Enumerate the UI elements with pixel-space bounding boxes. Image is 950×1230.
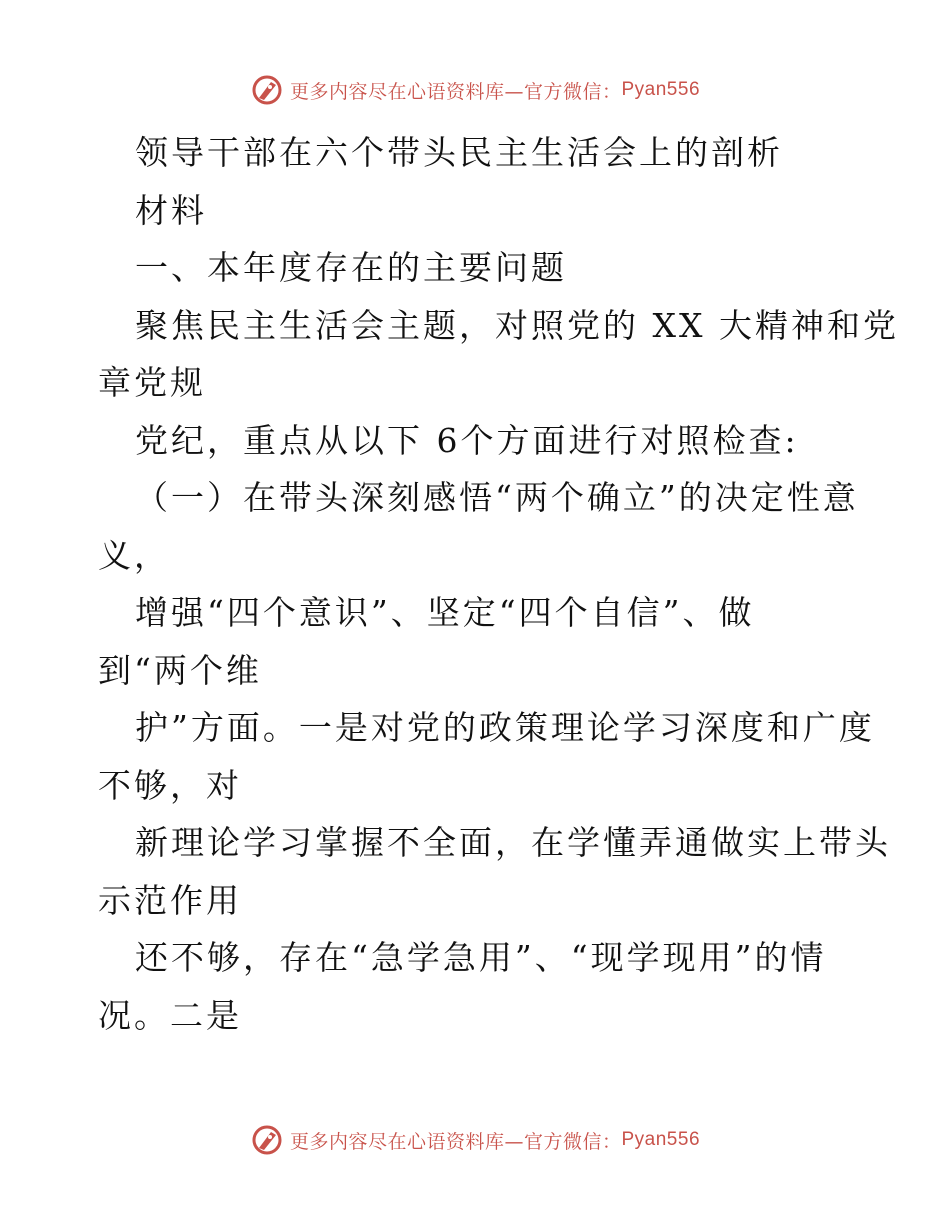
banner-wechat-id: Pyan556 [621,1129,701,1150]
pen-nib-logo-icon [250,1123,284,1157]
section-heading: 一、本年度存在的主要问题 [135,248,567,287]
paragraph-line: 到“两个维 [98,650,262,690]
header-watermark-banner [0,70,950,110]
doc-title-line-2: 材料 [135,190,207,230]
doc-title-line-1: 领导干部在六个带头民主生活会上的剖析 [135,133,783,172]
pen-nib-logo-icon [250,73,284,107]
document-body [98,124,899,1044]
banner-wechat-id: Pyan556 [621,79,701,100]
paragraph-line: （一）在带头深刻感悟“两个确立”的决定性意 [135,478,859,517]
paragraph-line: 还不够，存在“急学急用”、“现学现用”的情 [135,938,827,977]
paragraph-line: 示范作用 [98,880,242,920]
banner-text: 更多内容尽在心语资料库—官方微信： [289,80,622,103]
paragraph-line: 护”方面。一是对党的政策理论学习深度和广度 [135,708,875,747]
banner-text: 更多内容尽在心语资料库—官方微信： [289,1130,622,1153]
paragraph-line: 不够，对 [98,765,242,805]
footer-watermark-banner [0,1120,950,1160]
paragraph-line: 义， [98,535,170,575]
paragraph-line: 增强“四个意识”、坚定“四个自信”、做 [135,593,755,632]
paragraph-line: 党纪，重点从以下 6个方面进行对照检查: [135,420,799,460]
paragraph-line: 聚焦民主生活会主题，对照党的 XX 大精神和党 [135,305,899,345]
paragraph-line: 况。二是 [98,995,242,1035]
paragraph-line: 章党规 [98,363,206,402]
paragraph-line: 新理论学习掌握不全面，在学懂弄通做实上带头 [135,823,891,862]
